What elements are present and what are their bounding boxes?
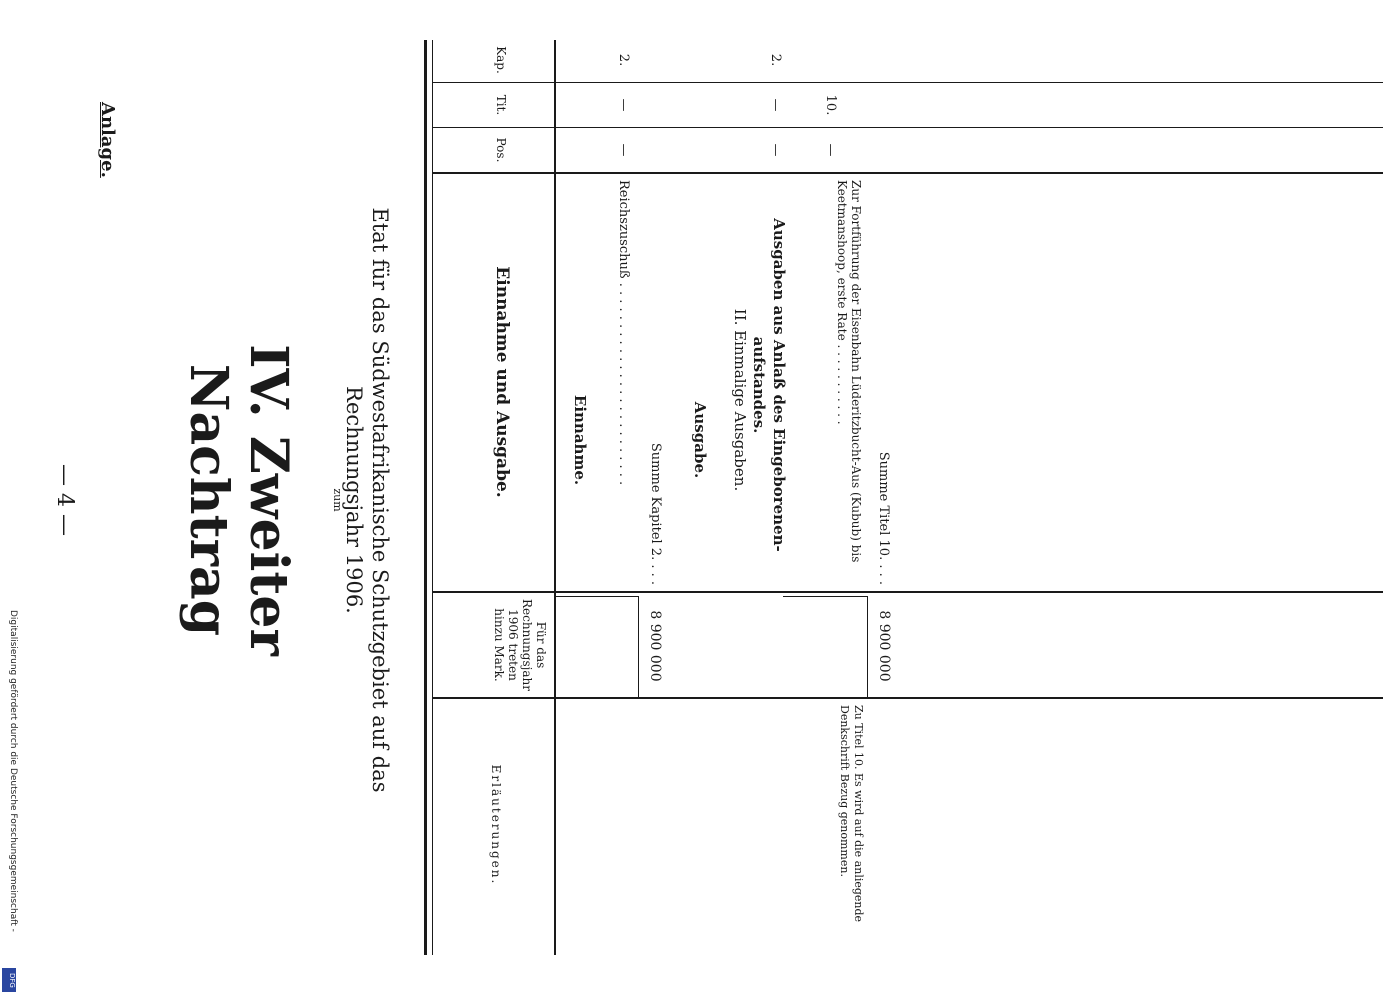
row2-note: Zu Titel 10. Es wird auf die anliegende Denkschrift Bezug genommen. bbox=[838, 705, 865, 923]
col-header-pos: Pos. bbox=[494, 137, 508, 163]
section-einmalige: II. Einmalige Ausgaben. bbox=[731, 308, 749, 492]
col-rule-kap-tit bbox=[432, 82, 1383, 83]
row2-amount: 8 900 000 bbox=[876, 610, 892, 682]
row2-tit-number: 10. bbox=[823, 94, 838, 116]
sum-rule-titel bbox=[867, 596, 868, 698]
row2-kap: 2. bbox=[768, 53, 783, 67]
row2-pos: — bbox=[768, 143, 783, 157]
subtitle-connector: zum bbox=[331, 488, 344, 512]
dfg-logo-icon: DFG bbox=[2, 968, 16, 992]
page-subtitle: Etat für das Südwestafrikanische Schutzgebiet auf das Rechnungsjahr 1906. bbox=[342, 207, 392, 793]
col-header-tit: Tit. bbox=[494, 94, 508, 116]
page-title: IV. Zweiter Nachtrag bbox=[178, 344, 299, 656]
section-ausgabe: Ausgabe. bbox=[691, 401, 709, 479]
row2-text: Zur Fortführung der Eisenbahn Lüderitzbucht-Aus (Kubub) bis Keetmanshoop, erste Rate . . . . . . . . . . . bbox=[835, 180, 863, 563]
section-aufstand: Ausgaben aus Anlaß des Eingeborenen-aufstandes. bbox=[750, 218, 788, 552]
col-header-einnahme-ausgabe: Einnahme und Ausgabe. bbox=[492, 266, 512, 498]
col-header-kap: Kap. bbox=[494, 46, 508, 74]
row1-tit: — bbox=[616, 98, 631, 112]
header-bottom-rule bbox=[554, 40, 556, 955]
row1-pos: — bbox=[616, 143, 631, 157]
row2-pos-dash: — bbox=[823, 143, 838, 157]
col-rule-text-amount bbox=[432, 591, 1383, 593]
row2-tit: — bbox=[768, 98, 783, 112]
sum-rule-kapitel bbox=[638, 596, 639, 698]
table-top-rule-thin bbox=[432, 40, 433, 955]
dfg-credit: Digitalisierung gefördert durch die Deutsche Forschungsgemeinschaft - bbox=[8, 610, 18, 932]
col-header-betrag: Für das Rechnungsjahr 1906 treten hinzu Mark. bbox=[492, 599, 548, 691]
section-einnahme: Einnahme. bbox=[571, 394, 589, 486]
row1-sum-label: Summe Kapitel 2. . . . bbox=[648, 442, 663, 585]
anlage-label: Anlage. bbox=[97, 102, 118, 178]
col-rule-tit-pos bbox=[432, 127, 1383, 128]
col-rule-pos-text bbox=[432, 172, 1383, 174]
row1-text: Reichszuschuß . . . . . . . . . . . . . . . . . . . . . . . . . bbox=[616, 180, 631, 486]
col-rule-amount-notes bbox=[432, 697, 1383, 699]
row1-amount: 8 900 000 bbox=[647, 610, 663, 682]
row2-sum-label: Summe Titel 10. . . . bbox=[876, 451, 891, 585]
amount-rule-2 bbox=[783, 596, 868, 597]
amount-rule-1 bbox=[555, 596, 639, 597]
col-header-erlaeuterungen: Erläuterungen. bbox=[489, 764, 503, 886]
row1-kap: 2. bbox=[616, 53, 631, 67]
table-top-rule bbox=[424, 40, 427, 955]
page-number: — 4 — bbox=[52, 464, 77, 536]
